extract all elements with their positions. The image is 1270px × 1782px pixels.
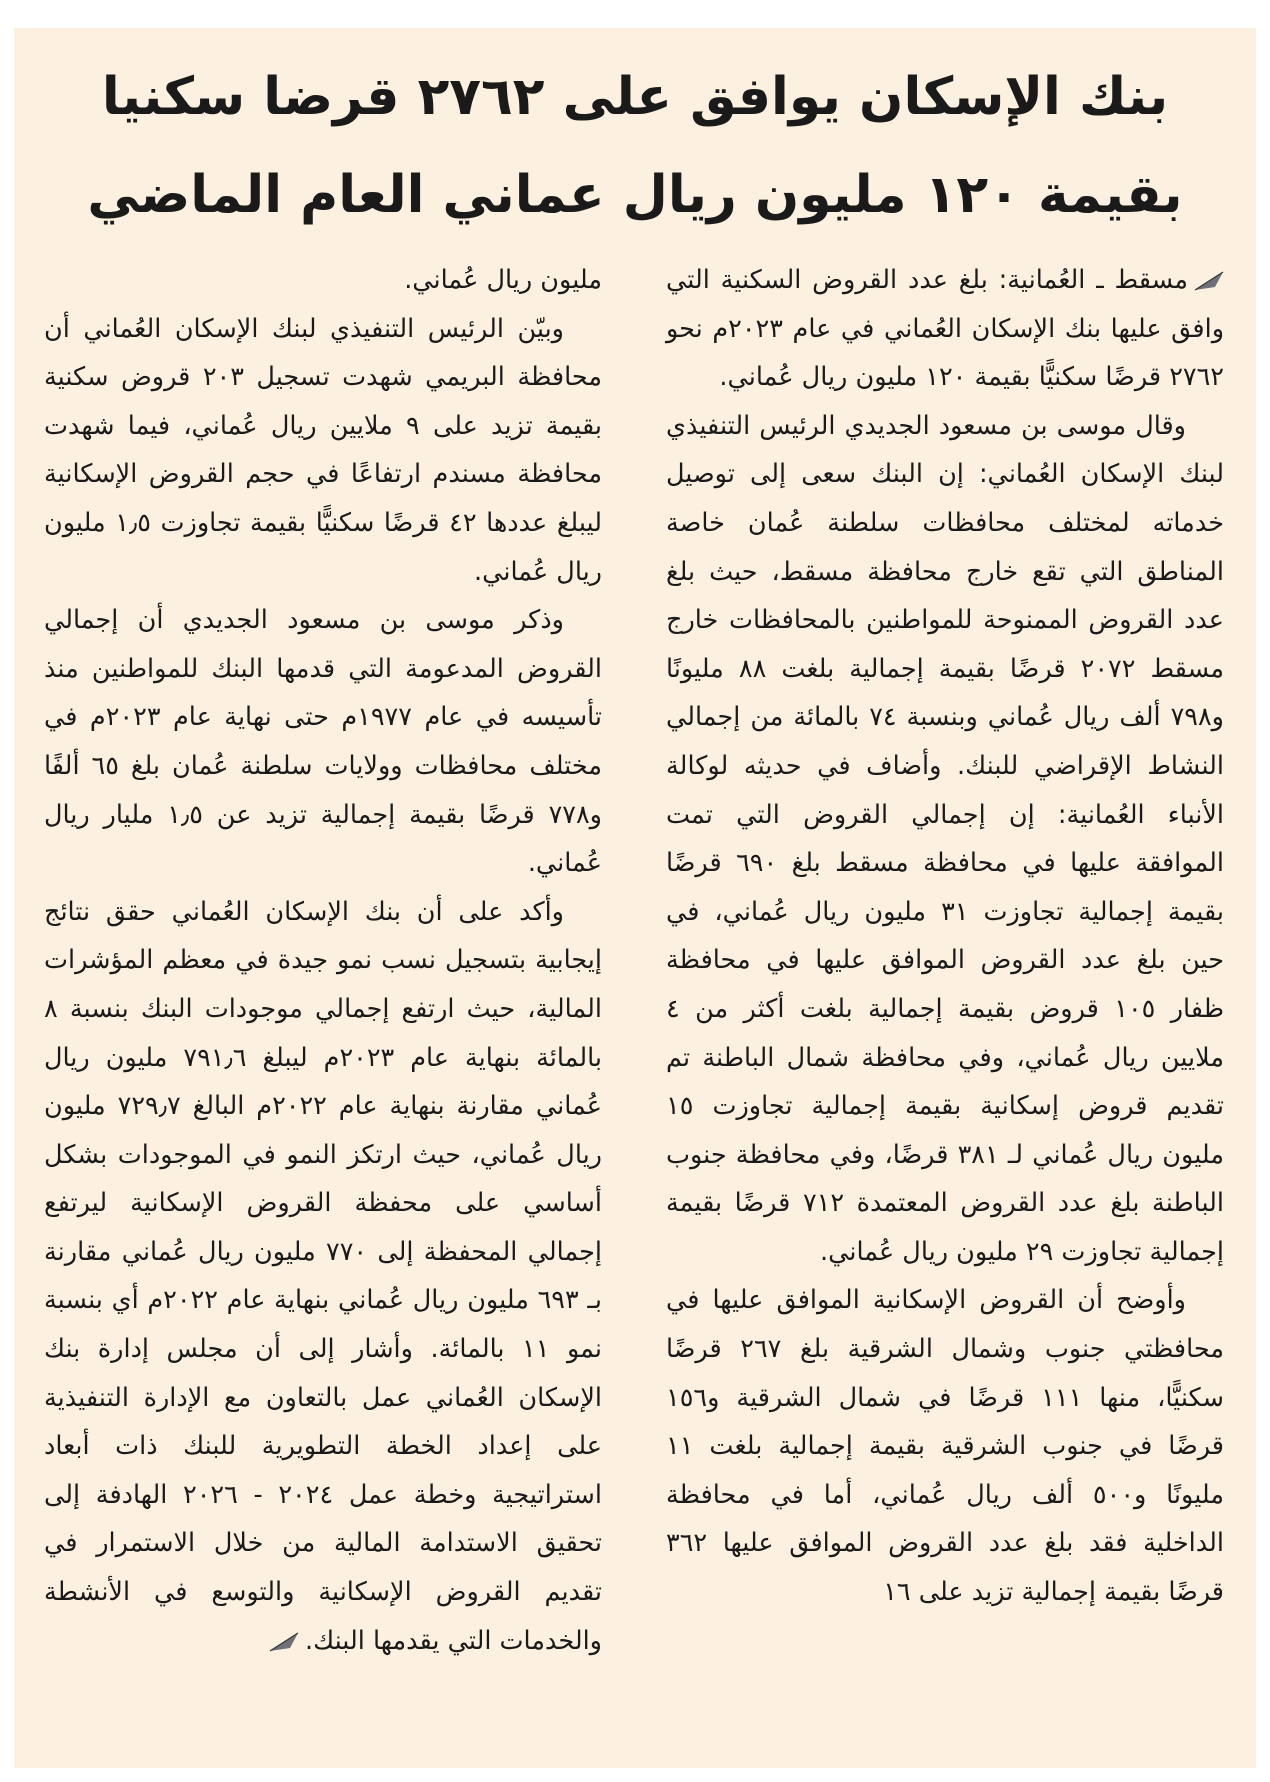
quill-pen-icon <box>269 1631 299 1653</box>
quill-pen-icon <box>1194 270 1224 292</box>
headline-line-1: بنك الإسكان يوافق على ٢٧٦٢ قرضا سكنيا <box>101 67 1169 127</box>
paragraph <box>666 256 1224 402</box>
paragraph: وقال موسى بن مسعود الجديدي الرئيس التنفيذي لبنك الإسكان العُماني: إن البنك سعى إلى توصيل خدماته لمختلف محافظات سلطنة عُمان خاصة المناطق التي تقع خارج محافظة مسقط، حيث بلغ عدد القروض الممنوحة للمواطنين بالمحافظات خارج مسقط ٢٠٧٢ قرضًا بقيمة إجمالية بلغت ٨٨ مليونًا و٧٩٨ ألف ريال عُماني وبنسبة ٧٤ بالمائة من إجمالي النشاط الإقراضي للبنك. وأضاف في حديثه لوكالة الأنباء العُمانية: إن إجمالي القروض التي تمت الموافقة عليها في محافظة مسقط بلغ ٦٩٠ قرضًا بقيمة إجمالية تجاوزت ٣١ مليون ريال عُماني، في حين بلغ عدد القروض الموافق عليها في محافظة ظفار ١٠٥ قروض بقيمة إجمالية بلغت أكثر من ٤ ملايين ريال عُماني، وفي محافظة شمال الباطنة تم تقديم قروض إسكانية بقيمة إجمالية تجاوزت ١٥ مليون ريال عُماني لـ ٣٨١ قرضًا، وفي محافظة جنوب الباطنة بلغ عدد القروض المعتمدة ٧١٢ قرضًا بقيمة إجمالية تجاوزت ٢٩ مليون ريال عُماني. <box>666 410 1224 1267</box>
paragraph: وأوضح أن القروض الإسكانية الموافق عليها في محافظتي جنوب وشمال الشرقية بلغ ٢٦٧ قرضًا سكنيًّا، منها ١١١ قرضًا في شمال الشرقية و١٥٦ قرضًا في جنوب الشرقية بقيمة إجمالية بلغت ١١ مليونًا و٥٠٠ ألف ريال عُماني، أما في محافظة الداخلية فقد بلغ عدد القروض الموافق عليها ٣٦٢ قرضًا بقيمة إجمالية تزيد على ١٦ <box>666 1285 1225 1608</box>
paragraph: وذكر موسى بن مسعود الجديدي أن إجمالي القروض المدعومة التي قدمها البنك للمواطنين منذ تأسيسه في عام ١٩٧٧م حتى نهاية عام ٢٠٢٣م في مختلف محافظات وولايات سلطنة عُمان بلغ ٦٥ ألفًا و٧٧٨ قرضًا بقيمة إجمالية تزيد عن ١٫٥ مليار ريال عُماني. <box>44 605 602 879</box>
paragraph: مليون ريال عُماني. <box>404 265 602 295</box>
paragraph <box>44 888 602 1666</box>
article-column-right <box>666 256 1224 1617</box>
newspaper-clipping <box>14 28 1256 1768</box>
headline-line-2: بقيمة ١٢٠ مليون ريال عماني العام الماضي <box>87 165 1183 225</box>
paragraph-text: وأكد على أن بنك الإسكان العُماني حقق نتائج إيجابية بتسجيل نسب نمو جيدة في معظم المؤشرات المالية، حيث ارتفع إجمالي موجودات البنك بنسبة ٨ بالمائة بنهاية عام ٢٠٢٣م ليبلغ ٧٩١٫٦ مليون ريال عُماني مقارنة بنهاية عام ٢٠٢٢م البالغ ٧٢٩٫٧ مليون ريال عُماني، حيث ارتكز النمو في الموجودات بشكل أساسي على محفظة القروض الإسكانية ليرتفع إجمالي المحفظة إلى ٧٧٠ مليون ريال عُماني مقارنة بـ ٦٩٣ مليون ريال عُماني بنهاية عام ٢٠٢٢م أي بنسبة نمو ١١ بالمائة. وأشار إلى أن مجلس إدارة بنك الإسكان العُماني عمل بالتعاون مع الإدارة التنفيذية على إعداد الخطة التطويرية للبنك ذات أبعاد استراتيجية وخطة عمل ٢٠٢٤ - ٢٠٢٦ الهادفة إلى تحقيق الاستدامة المالية من خلال الاستمرار في تقديم القروض الإسكانية والتوسع في الأنشطة والخدمات التي يقدمها البنك. <box>44 896 602 1656</box>
paragraph-text: مسقط ـ العُمانية: بلغ عدد القروض السكنية التي وافق عليها بنك الإسكان العُماني في عام ٢٠٢٣م نحو ٢٧٦٢ قرضًا سكنيًّا بقيمة ١٢٠ مليون ريال عُماني. <box>666 265 1225 393</box>
headline <box>44 48 1226 244</box>
paragraph: وبيّن الرئيس التنفيذي لبنك الإسكان العُماني أن محافظة البريمي شهدت تسجيل ٢٠٣ قروض سكنية بقيمة تزيد على ٩ ملايين ريال عُماني، فيما شهدت محافظة مسندم ارتفاعًا في حجم القروض الإسكانية ليبلغ عددها ٤٢ قرضًا سكنيًّا بقيمة تجاوزت ١٫٥ مليون ريال عُماني. <box>44 313 603 587</box>
article-column-left <box>44 256 602 1665</box>
